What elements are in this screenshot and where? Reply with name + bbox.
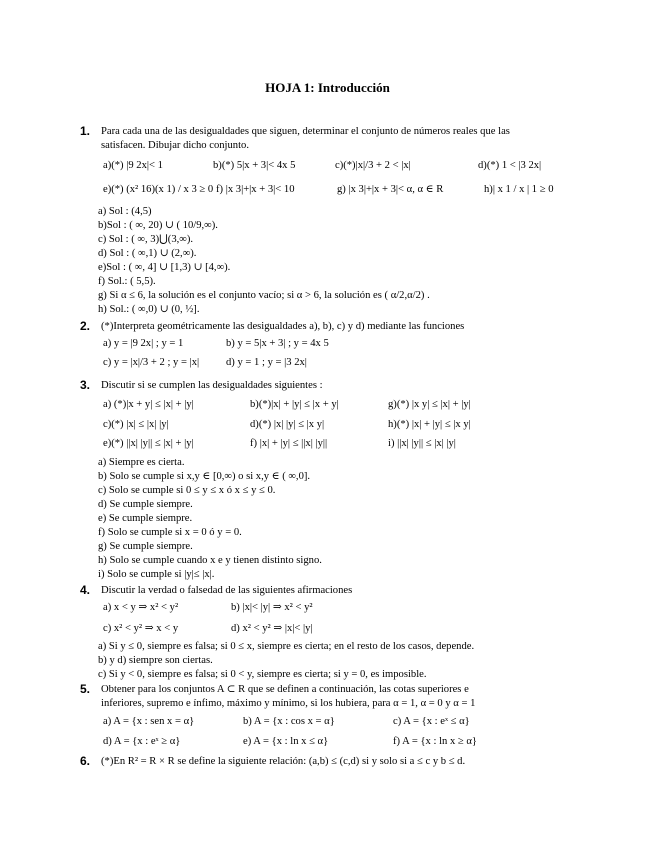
solution: f) Solo se cumple si x = 0 ó y = 0. (98, 527, 242, 538)
solution: h) Sol.: ( ∞,0) ∪ (0, ½]. (98, 304, 200, 315)
item-row (103, 715, 523, 729)
solution: a) Siempre es cierta. (98, 457, 185, 468)
solution: g) Si α ≤ 6, la solución es el conjunto vacío; si α > 6, la solución es ( α/2,α/2) . (98, 290, 430, 301)
item: c) x² < y² ⇒ x < y (103, 623, 179, 634)
solution: d) Sol : ( ∞,1) ∪ (2,∞). (98, 248, 197, 259)
item: a) y = |9 2x| ; y = 1 (103, 338, 184, 349)
item: b)(*)|x| + |y| ≤ |x + y| (250, 399, 339, 410)
item: e) A = {x : ln x ≤ α} (243, 736, 329, 747)
problem-text: Obtener para los conjuntos A ⊂ R que se definen a continuación, las cotas superiores e (101, 684, 469, 695)
item: e)(*) (x² 16)(x 1) / x 3 ≥ 0 (103, 184, 214, 195)
problem-text: satisfacen. Dibujar dicho conjunto. (101, 140, 249, 151)
item-row (103, 159, 583, 173)
item-row (103, 437, 523, 451)
item: b) A = {x : cos x = α} (243, 716, 335, 727)
problem-text: inferiores, supremo e ínfimo, máximo y mínimo, si los hubiera, para α = 1, α = 0 y α = 1 (101, 698, 476, 709)
solution: e) Se cumple siempre. (98, 513, 193, 524)
solution: b) y d) siempre son ciertas. (98, 655, 213, 666)
item-row (103, 337, 403, 351)
solution: f) Sol.: ( 5,5). (98, 276, 156, 287)
item: a) x < y ⇒ x² < y² (103, 602, 179, 613)
item-row (103, 418, 523, 432)
item: d)(*) |x| |y| ≤ |x y| (250, 419, 325, 430)
item: a) A = {x : sen x = α} (103, 716, 195, 727)
item: b)(*) 5|x + 3|< 4x 5 (213, 160, 296, 171)
solution: g) Se cumple siempre. (98, 541, 193, 552)
item-row (103, 398, 523, 412)
item-row (103, 601, 403, 615)
problem-text: Discutir si se cumplen las desigualdades siguientes : (101, 380, 323, 391)
item: b) y = 5|x + 3| ; y = 4x 5 (226, 338, 329, 349)
item: e)(*) ||x| |y|| ≤ |x| + |y| (103, 438, 194, 449)
item-row (103, 356, 403, 370)
item: g)(*) |x y| ≤ |x| + |y| (388, 399, 471, 410)
problem-text: (*)Interpreta geométricamente las desigualdades a), b), c) y d) mediante las funciones (101, 321, 465, 332)
item: f) |x 3|+|x + 3|< 10 (216, 184, 295, 195)
item: i) ||x| |y|| ≤ |x| |y| (388, 438, 456, 449)
item: c) y = |x|/3 + 2 ; y = |x| (103, 357, 200, 368)
item-row (103, 735, 523, 749)
solution: a) Si y ≤ 0, siempre es falsa; si 0 ≤ x, siempre es cierta; en el resto de los casos, depende. (98, 641, 475, 652)
problem-number: 4. (80, 583, 91, 597)
item: d) A = {x : eˣ ≥ α} (103, 736, 181, 747)
problem-number: 5. (80, 682, 91, 696)
item: d) y = 1 ; y = |3 2x| (226, 357, 307, 368)
item: h)(*) |x| + |y| ≤ |x y| (388, 419, 471, 430)
item: d) x² < y² ⇒ |x|< |y| (231, 623, 313, 634)
solution: a) Sol : (4,5) (98, 206, 152, 217)
item-row (103, 183, 583, 197)
solution: c) Sol : ( ∞, 3)⋃(3,∞). (98, 234, 193, 245)
item: b) |x|< |y| ⇒ x² < y² (231, 602, 313, 613)
page-title: HOJA 1: Introducción (265, 80, 390, 95)
item: h)| x 1 / x | 1 ≥ 0 (484, 184, 554, 195)
item: d)(*) 1 < |3 2x| (478, 160, 542, 171)
solution: b) Solo se cumple si x,y ∈ [0,∞) o si x,y ∈ ( ∞,0]. (98, 471, 311, 482)
item: g) |x 3|+|x + 3|< α, α ∈ R (337, 184, 444, 195)
solution: b)Sol : ( ∞, 20) ∪ ( 10/9,∞). (98, 220, 218, 231)
solution: c) Si y < 0, siempre es falsa; si 0 < y, siempre es cierta; si y = 0, es imposible. (98, 669, 427, 680)
solution: e)Sol : ( ∞, 4] ∪ [1,3) ∪ [4,∞). (98, 262, 231, 273)
solution: c) Solo se cumple si 0 ≤ y ≤ x ó x ≤ y ≤ 0. (98, 485, 276, 496)
item: c) A = {x : eˣ ≤ α} (393, 716, 470, 727)
item: c)(*) |x| ≤ |x| |y| (103, 419, 169, 430)
problem-number: 2. (80, 319, 91, 333)
problem-number: 3. (80, 378, 91, 392)
problem-text: (*)En R² = R × R se define la siguiente relación: (a,b) ≤ (c,d) si y solo si a ≤ c y b ≤ d. (101, 756, 466, 767)
item: a) (*)|x + y| ≤ |x| + |y| (103, 399, 194, 410)
item-row (103, 622, 403, 636)
problem-text: Discutir la verdad o falsedad de las siguientes afirmaciones (101, 585, 353, 596)
problem-number: 6. (80, 754, 91, 768)
item: f) A = {x : ln x ≥ α} (393, 736, 478, 747)
problem-text: Para cada una de las desigualdades que siguen, determinar el conjunto de números reales que las (101, 126, 510, 137)
solution: h) Solo se cumple cuando x e y tienen distinto signo. (98, 555, 322, 566)
solution: i) Solo se cumple si |y|≤ |x|. (98, 569, 215, 580)
item: f) |x| + |y| ≤ ||x| |y|| (250, 438, 328, 449)
item: a)(*) |9 2x|< 1 (103, 160, 163, 171)
item: c)(*)|x|/3 + 2 < |x| (335, 160, 411, 171)
solution: d) Se cumple siempre. (98, 499, 193, 510)
problem-number: 1. (80, 124, 91, 138)
